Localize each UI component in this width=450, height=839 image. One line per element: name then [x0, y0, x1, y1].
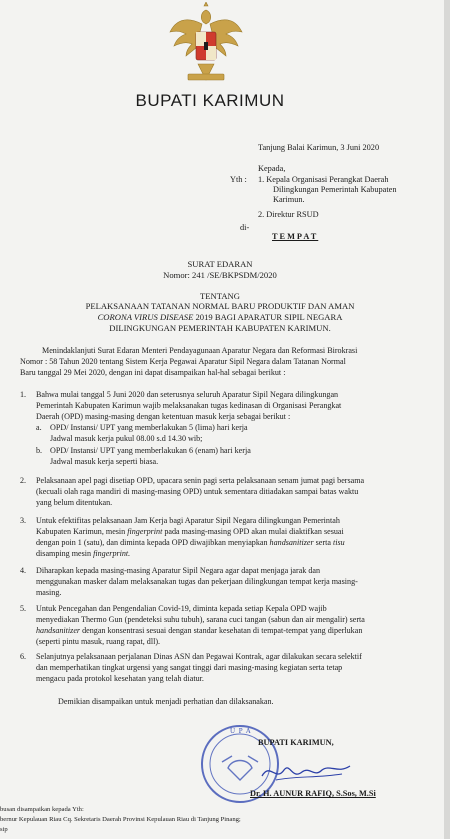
surat-nomor: Nomor: 241 /SE/BKPSDM/2020	[163, 270, 277, 280]
item-5-line-4: (seperti pintu masuk, ruang rapat, dll).	[36, 637, 161, 646]
item-1-line-3: Daerah (OPD) masing-masing dengan ketentuan masuk kerja sebagai berikut :	[36, 412, 291, 421]
intro-line-1: Menindaklanjuti Surat Edaran Menteri Pendayagunaan Aparatur Negara dan Reformasi Birokrasi	[42, 346, 358, 355]
recipient-1-line-2: Dilingkungan Pemerintah Kabupaten	[273, 185, 397, 194]
item-3-line-4-a: disamping mesin	[36, 549, 94, 558]
surat-edaran-title: SURAT EDARAN	[187, 259, 253, 269]
item-2-number: 2.	[20, 476, 27, 485]
kepada-label: Kepada,	[258, 164, 286, 173]
handwritten-signature-icon	[256, 758, 356, 786]
item-5-line-3-italic: handsanitizer	[36, 626, 81, 635]
tentang-line-2-italic: CORONA VIRUS DISEASE	[97, 312, 194, 322]
item-5-line-3-rest: dengan konsentrasi sesuai dengan standar kesehatan di tempat-tempat yang diperlukan	[80, 626, 363, 635]
item-1-line-2: Pemerintah Kabupaten Karimun wajib melaksanakan tugas kedinasan di Organisasi Perangkat	[36, 401, 342, 410]
item-1-line-1: Bahwa mulai tanggal 5 Juni 2020 dan seterusnya seluruh Aparatur Sipil Negara dilingkungan	[36, 390, 339, 399]
item-3-line-3-italic: handsanitizer	[269, 538, 314, 547]
di-label: di-	[240, 223, 250, 232]
item-3-line-2-c: pada masing-masing OPD akan mulai diaktifkan sesuai	[162, 527, 344, 536]
stamp-lettering: U P A	[230, 727, 252, 735]
closing-text: Demikian disampaikan untuk menjadi perhatian dan dilaksanakan.	[58, 697, 274, 706]
signature-name: Dr. H. AUNUR RAFIQ, S.Sos, M.Si	[250, 789, 376, 798]
tentang-line-1: PELAKSANAAN TATANAN NORMAL BARU PRODUKTIF DAN AMAN	[85, 301, 355, 311]
tentang-line-3: DILINGKUNGAN PEMERINTAH KABUPATEN KARIMUN.	[109, 323, 331, 333]
recipient-1-line-1: 1. Kepala Organisasi Perangkat Daerah	[258, 175, 389, 184]
item-3-line-2-a: Kabupaten Karimun, mesin	[36, 527, 128, 536]
item-1b-line-2: Jadwal masuk kerja seperti biasa.	[50, 457, 159, 466]
item-4-number: 4.	[20, 566, 27, 575]
item-1a-line-2: Jadwal masuk kerja pukul 08.00 s.d 14.30 wib;	[50, 434, 203, 443]
item-6-line-1: Selanjutnya pelaksanaan perjalanan Dinas ASN dan Pegawai Kontrak, agar dilakukan secara selektif	[36, 652, 362, 661]
item-3-line-3-a: dengan poin 1 (satu), dan diminta kepada OPD diwajibkan menyiapkan	[36, 538, 270, 547]
item-1a-label: a.	[36, 423, 42, 432]
item-6-line-2: dan memperhatikan tingkat urgensi yang sangat tinggi dari masing-masing kegiatan serta tetap	[36, 663, 343, 672]
item-1b-line-1: OPD/ Instansi/ UPT yang memberlakukan 6 (enam) hari kerja	[50, 446, 251, 455]
tentang-line-2	[20, 312, 420, 323]
item-5-number: 5.	[20, 604, 27, 613]
item-4-line-1: Diharapkan kepada masing-masing Aparatur Sipil Negara agar dapat menjaga jarak dan	[36, 566, 321, 575]
yth-label: Yth :	[230, 175, 247, 184]
item-3-line-3-c: serta	[313, 538, 333, 547]
item-5-line-2: menyediakan Thermo Gun (pendeteksi suhu tubuh), sarana cuci tangan (sabun dan air mengalir) serta	[36, 615, 365, 624]
item-2-line-1: Pelaksanaan apel pagi disetiap OPD, upacara senin pagi serta pelaksanaan senam jumat pagi bersama	[36, 476, 365, 485]
intro-line-2: Nomor : 58 Tahun 2020 tentang Sistem Kerja Pegawai Aparatur Sipil Negara dalam Tatanan Normal	[20, 357, 346, 366]
tembusan-line-2: sip	[0, 826, 8, 833]
item-3-line-1: Untuk efektifitas pelaksanaan Jam Kerja bagi Aparatur Sipil Negara dilingkungan Pemerintah	[36, 516, 340, 525]
item-5-line-1: Untuk Pencegahan dan Pengendalian Covid-19, diminta kepada setiap Kepala OPD wajib	[36, 604, 327, 613]
item-2-line-3: yang belum ditentukan.	[36, 498, 113, 507]
item-2-line-2: (kecuali olah raga mandiri di masing-masing OPD) untuk sementara ditiadakan sampai batas waktu	[36, 487, 359, 496]
recipient-2: 2. Direktur RSUD	[258, 210, 319, 219]
intro-line-3: Baru tanggal 29 Mei 2020, dengan ini dapat disampaikan hal-hal sebagai berikut :	[20, 368, 286, 377]
item-3-line-3-italic-2: tisu	[332, 538, 345, 547]
page-edge	[444, 0, 450, 839]
item-4-line-2: menggunakan masker dalam melaksanakan tugas dan pekerjaan dilingkungan tempat kerja masing-	[36, 577, 358, 586]
item-3-line-2-italic: fingerprint	[127, 527, 163, 536]
tembusan-label: busan disampaikan kepada Yth:	[0, 806, 84, 813]
signature-title: BUPATI KARIMUN,	[258, 738, 334, 747]
recipient-1-line-3: Karimun.	[273, 195, 305, 204]
place-date: Tanjung Balai Karimun, 3 Juni 2020	[258, 143, 380, 152]
item-3-line-2	[36, 527, 344, 538]
item-5-line-3	[36, 626, 362, 637]
tembusan-line-1: bernur Kepulauan Riau Cq. Sekretaris Daerah Provinsi Kepulauan Riau di Tanjung Pinang;	[0, 816, 241, 823]
item-3-line-3	[36, 538, 345, 549]
item-1a-line-1: OPD/ Instansi/ UPT yang memberlakukan 5 (lima) hari kerja	[50, 423, 248, 432]
item-3-line-4-italic: fingerprint.	[93, 549, 131, 558]
tempat-label: TEMPAT	[272, 232, 319, 241]
letterhead-title: BUPATI KARIMUN	[135, 91, 285, 110]
item-1-number: 1.	[20, 390, 27, 399]
garuda-emblem-icon	[168, 2, 244, 86]
tentang-label: TENTANG	[200, 291, 240, 301]
item-3-line-4	[36, 549, 130, 560]
item-1b-label: b.	[36, 446, 43, 455]
item-6-number: 6.	[20, 652, 27, 661]
item-4-line-3: masing.	[36, 588, 62, 597]
item-3-number: 3.	[20, 516, 27, 525]
tentang-line-2-rest: 2019 BAGI APARATUR SIPIL NEGARA	[193, 312, 343, 322]
item-6-line-3: mengacu pada protokol kesehatan yang telah diatur.	[36, 674, 204, 683]
